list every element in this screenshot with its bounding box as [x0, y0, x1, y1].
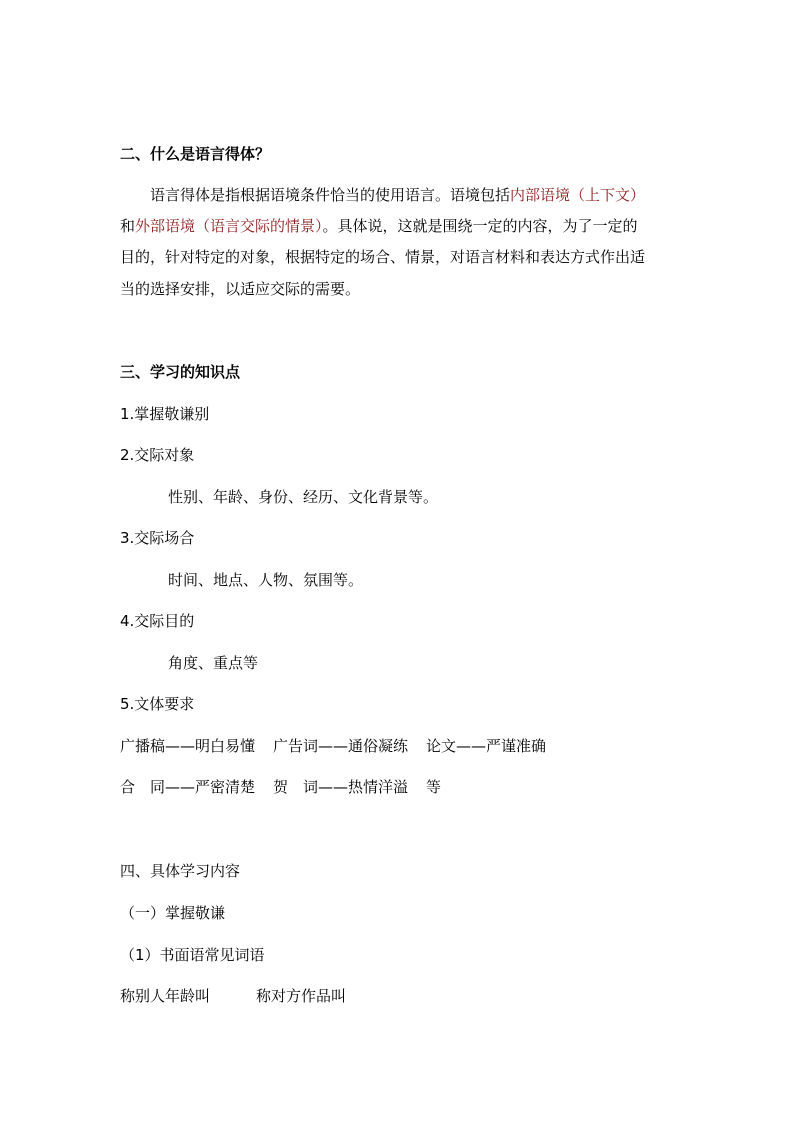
knowledge-point-5: 5.文体要求 — [120, 695, 195, 713]
genre-contract: 合 同——严密清楚 — [120, 778, 256, 796]
section-2-heading: 二、什么是语言得体？ — [120, 145, 271, 163]
section-4-subheading-1: （一）掌握敬谦 — [120, 904, 226, 922]
para-text: 。具体说，这就是围绕一定的内容，为了一定的 — [322, 217, 638, 235]
knowledge-point-3: 3.交际场合 — [120, 529, 195, 547]
knowledge-point-4-detail: 角度、重点等 — [168, 654, 259, 672]
genre-advert: 广告词——通俗凝练 — [273, 737, 409, 755]
section-3-heading: 三、学习的知识点 — [120, 363, 241, 381]
section-4-subheading-2: （1）书面语常见词语 — [120, 946, 265, 964]
highlight-internal-context-note: （上下文） — [570, 186, 646, 204]
section-4-heading: 四、具体学习内容 — [120, 862, 241, 880]
section-2-paragraph-line-3: 目的，针对特定的对象，根据特定的场合、情景，对语言材料和表达方式作出适 — [120, 248, 646, 266]
para-text: 语言得体是指根据语境条件恰当的使用语言。语境包括 — [150, 186, 511, 204]
highlight-internal-context: 内部语境 — [510, 186, 571, 204]
knowledge-point-1: 1.掌握敬谦别 — [120, 405, 210, 423]
section-2-paragraph-line-1 — [150, 185, 645, 205]
para-text: 和 — [120, 217, 136, 235]
knowledge-point-2-detail: 性别、年龄、身份、经历、文化背景等。 — [168, 488, 439, 506]
honorific-row — [120, 986, 346, 1006]
genre-row-1 — [120, 736, 546, 756]
honorific-works: 称对方作品叫 — [256, 987, 347, 1005]
genre-etc: 等 — [426, 778, 442, 796]
genre-row-2 — [120, 777, 441, 797]
knowledge-point-4: 4.交际目的 — [120, 612, 195, 630]
genre-greeting: 贺 词——热情洋溢 — [273, 778, 409, 796]
section-2-paragraph-line-2 — [120, 216, 638, 236]
genre-paper: 论文——严谨准确 — [426, 737, 547, 755]
highlight-external-context-note: （语言交际的情景） — [195, 217, 323, 235]
genre-broadcast: 广播稿——明白易懂 — [120, 737, 256, 755]
knowledge-point-2: 2.交际对象 — [120, 446, 195, 464]
section-2-paragraph-line-4: 当的选择安排，以适应交际的需要。 — [120, 280, 361, 298]
highlight-external-context: 外部语境 — [135, 217, 196, 235]
honorific-age: 称别人年龄叫 — [120, 987, 211, 1005]
knowledge-point-3-detail: 时间、地点、人物、氛围等。 — [168, 571, 364, 589]
